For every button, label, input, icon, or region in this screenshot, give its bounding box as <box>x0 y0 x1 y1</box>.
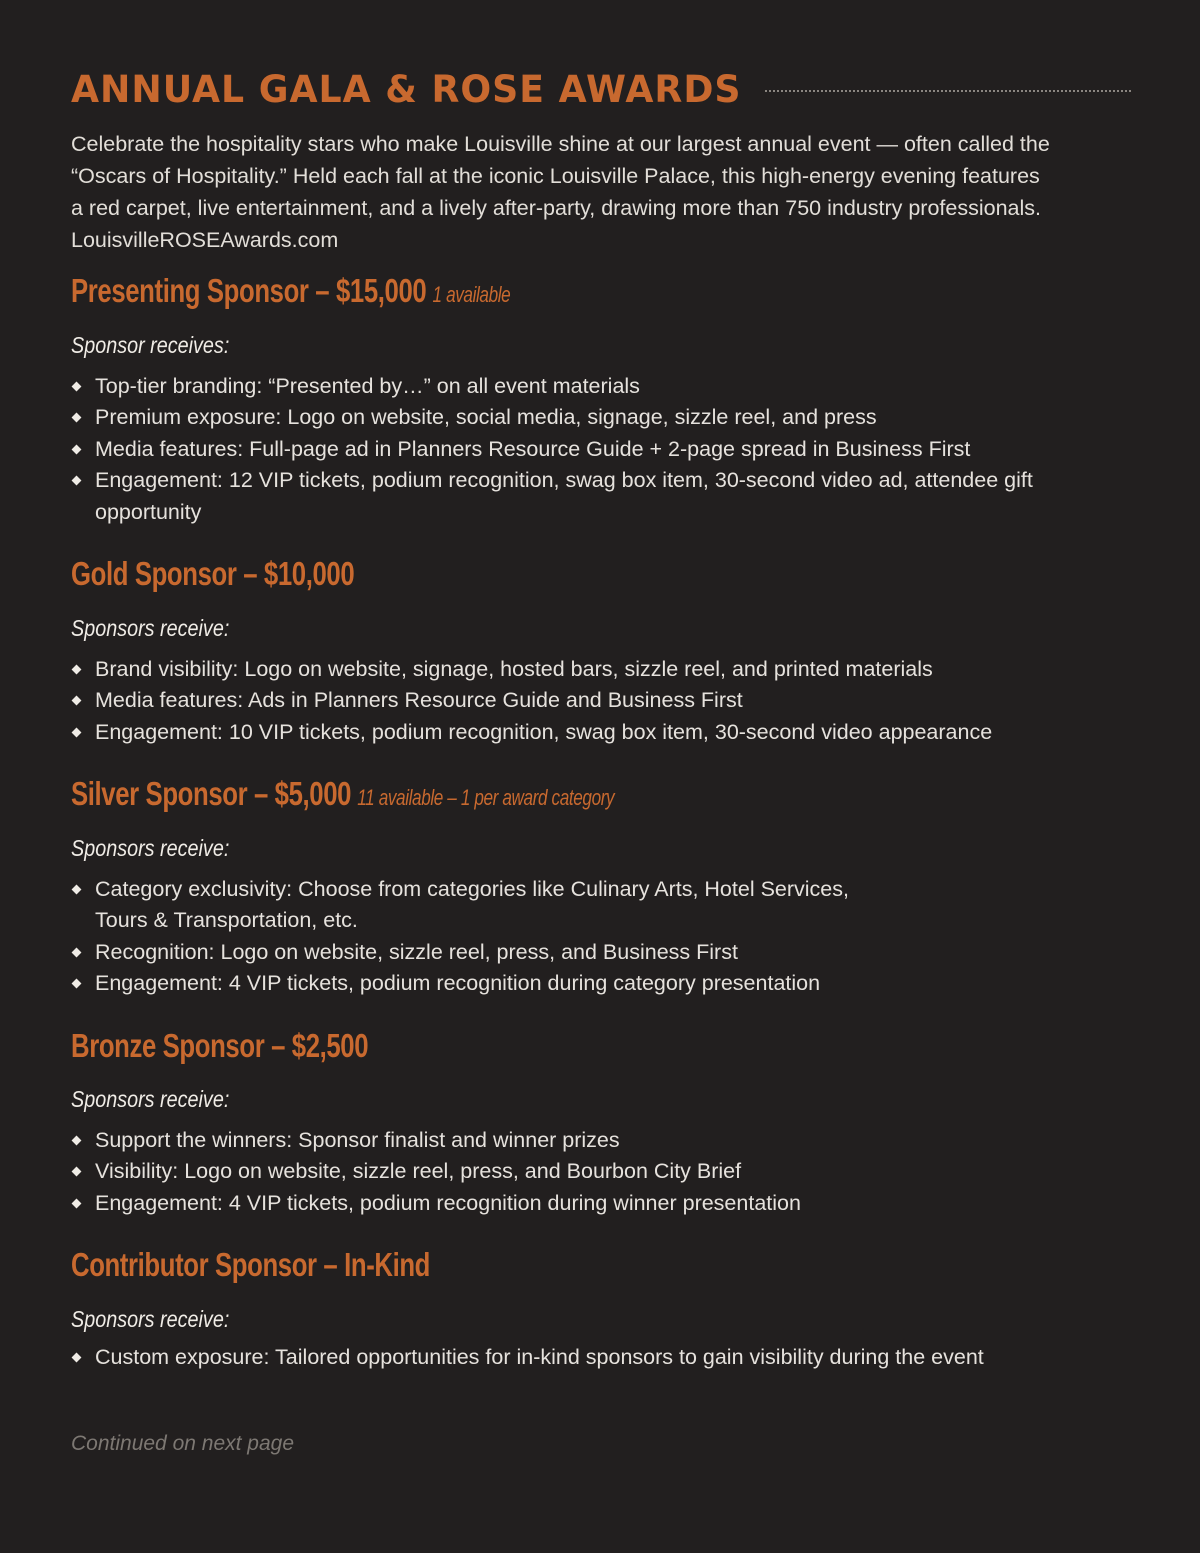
intro-line: Celebrate the hospitality stars who make Louisville shine at our largest annual event — often called the <box>71 132 1050 156</box>
diamond-bullet-icon <box>72 1353 82 1363</box>
tier-heading-text: Bronze Sponsor – $2,500 <box>71 1027 369 1064</box>
benefit-list <box>71 371 1071 528</box>
tier-heading-text: Presenting Sponsor – $15,000 <box>71 272 427 309</box>
tier-heading-bronze <box>71 1027 368 1065</box>
intro-line: a red carpet, live entertainment, and a lively after-party, drawing more than 750 industry professionals. <box>71 196 1041 220</box>
receives-label: Sponsors receive: <box>71 1306 230 1332</box>
tier-availability: 11 available – 1 per award category <box>357 785 615 810</box>
list-item: Visibility: Logo on website, sizzle reel, press, and Bourbon City Brief <box>71 1156 1071 1187</box>
tier-heading-text: Contributor Sponsor – In-Kind <box>71 1246 431 1283</box>
list-item: Engagement: 12 VIP tickets, podium recognition, swag box item, 30-second video ad, attendee gift opportunity <box>71 465 1055 528</box>
diamond-bullet-icon <box>72 382 82 392</box>
diamond-bullet-icon <box>72 1136 82 1146</box>
diamond-bullet-icon <box>72 696 82 706</box>
benefit-list <box>71 1125 1071 1219</box>
list-item: Engagement: 10 VIP tickets, podium recognition, swag box item, 30-second video appearance <box>71 717 1071 748</box>
continued-note: Continued on next page <box>71 1432 295 1455</box>
intro-website: LouisvilleROSEAwards.com <box>71 228 339 252</box>
tier-heading-silver <box>71 775 614 813</box>
list-item: Brand visibility: Logo on website, signage, hosted bars, sizzle reel, and printed materials <box>71 654 1071 685</box>
list-item: Top-tier branding: “Presented by…” on all event materials <box>71 371 1071 402</box>
intro-line: “Oscars of Hospitality.” Held each fall at the iconic Louisville Palace, this high-energy evening features <box>71 164 1040 188</box>
diamond-bullet-icon <box>72 1167 82 1177</box>
tier-heading-text: Gold Sponsor – $10,000 <box>71 555 355 592</box>
intro-paragraph <box>71 128 1111 256</box>
title-row <box>71 66 1131 112</box>
list-item: Recognition: Logo on website, sizzle reel, press, and Business First <box>71 937 1071 968</box>
tier-heading-text: Silver Sponsor – $5,000 <box>71 775 352 812</box>
receives-label: Sponsors receive: <box>71 615 230 641</box>
tier-availability: 1 available <box>432 282 511 307</box>
benefit-list <box>71 874 1071 1000</box>
page-title: ANNUAL GALA & ROSE AWARDS <box>71 67 742 111</box>
receives-label: Sponsors receive: <box>71 1086 230 1112</box>
diamond-bullet-icon <box>72 413 82 423</box>
tier-heading-gold <box>71 555 354 593</box>
list-item: Support the winners: Sponsor finalist and winner prizes <box>71 1125 1071 1156</box>
diamond-bullet-icon <box>72 444 82 454</box>
list-item: Category exclusivity: Choose from categories like Culinary Arts, Hotel Services, Tours & Transportation, etc. <box>71 874 895 937</box>
benefit-list <box>71 654 1071 748</box>
list-item: Premium exposure: Logo on website, social media, signage, sizzle reel, and press <box>71 402 1071 433</box>
list-item: Custom exposure: Tailored opportunities for in-kind sponsors to gain visibility during the event <box>71 1342 1071 1373</box>
title-dotted-leader <box>765 90 1131 92</box>
list-item: Engagement: 4 VIP tickets, podium recognition during category presentation <box>71 968 1071 999</box>
benefit-list <box>71 1342 1071 1373</box>
diamond-bullet-icon <box>72 979 82 989</box>
tier-heading-presenting <box>71 272 510 310</box>
diamond-bullet-icon <box>72 1198 82 1208</box>
list-item: Media features: Ads in Planners Resource Guide and Business First <box>71 685 1071 716</box>
diamond-bullet-icon <box>72 476 82 486</box>
diamond-bullet-icon <box>72 885 82 895</box>
receives-label: Sponsor receives: <box>71 332 230 358</box>
list-item: Media features: Full-page ad in Planners Resource Guide + 2-page spread in Business First <box>71 434 1071 465</box>
diamond-bullet-icon <box>72 665 82 675</box>
diamond-bullet-icon <box>72 947 82 957</box>
receives-label: Sponsors receive: <box>71 835 230 861</box>
tier-heading-contributor <box>71 1246 430 1284</box>
diamond-bullet-icon <box>72 727 82 737</box>
list-item: Engagement: 4 VIP tickets, podium recognition during winner presentation <box>71 1188 1071 1219</box>
